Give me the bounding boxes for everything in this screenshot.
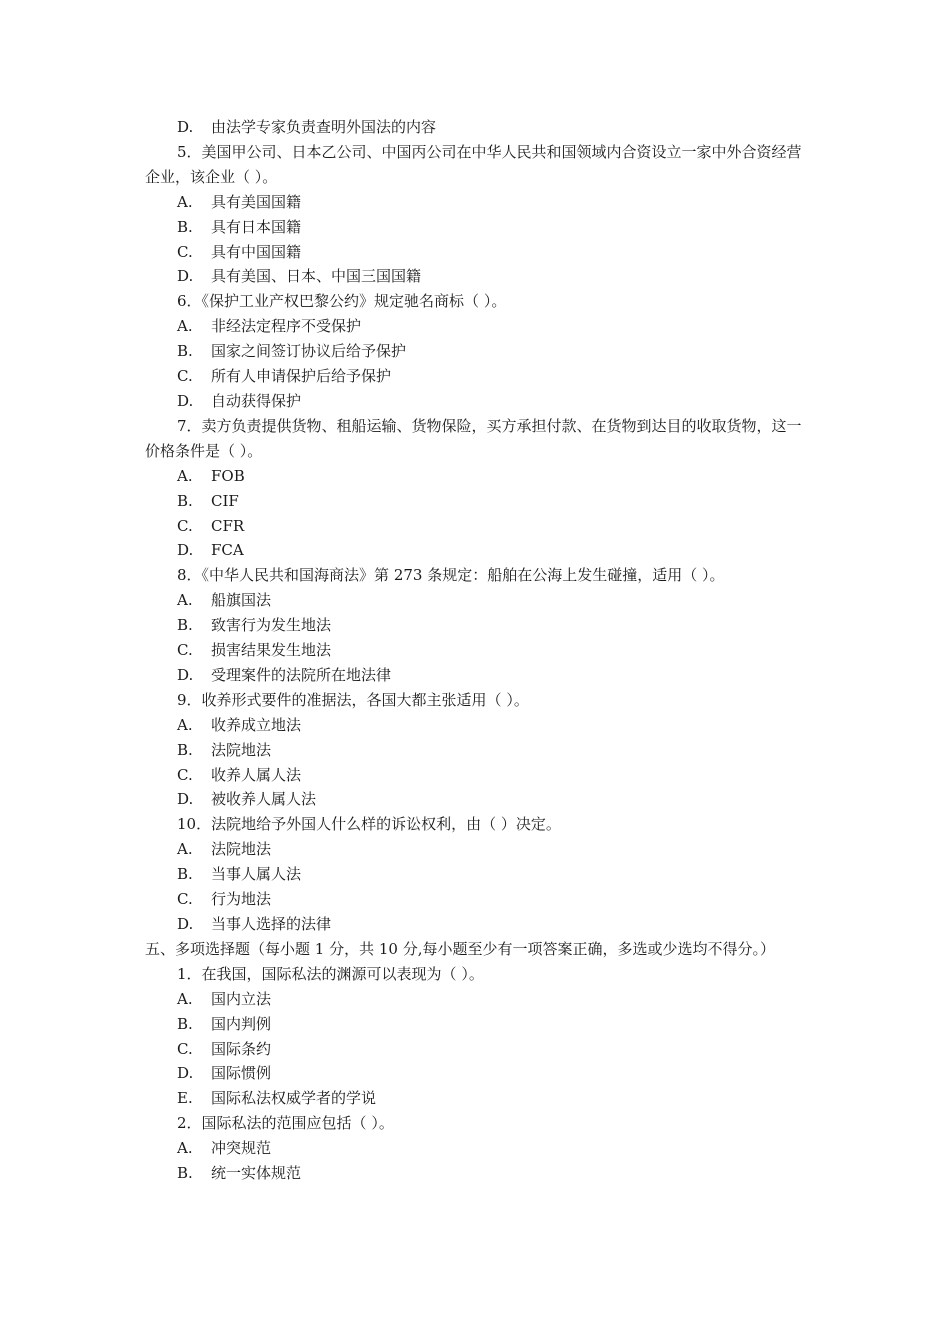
option-text: 具有日本国籍 — [211, 217, 302, 236]
option-letter: C. — [177, 242, 193, 261]
option-line — [145, 787, 810, 812]
option-letter: A. — [177, 591, 193, 610]
option-letter: B. — [177, 740, 193, 759]
option-text: 由法学专家负责查明外国法的内容 — [211, 118, 437, 136]
option-line — [145, 314, 810, 339]
option-letter: A. — [177, 715, 193, 734]
option-text: 所有人申请保护后给予保护 — [211, 367, 392, 386]
option-line — [145, 738, 810, 763]
option-text: 法院地法 — [211, 840, 272, 859]
option-letter: D. — [177, 665, 194, 684]
option-text: 国际条约 — [211, 1039, 272, 1058]
option-text: 统一实体规范 — [211, 1164, 302, 1183]
option-letter: B. — [177, 616, 193, 635]
option-line — [145, 1086, 810, 1111]
option-text: 受理案件的法院所在地法律 — [211, 665, 392, 684]
option-line — [145, 638, 810, 663]
option-line — [145, 1061, 810, 1086]
option-letter: A. — [177, 1139, 193, 1158]
option-letter: B. — [177, 217, 193, 236]
option-text: 具有美国国籍 — [211, 192, 302, 211]
option-line — [145, 339, 810, 364]
option-text: FCA — [211, 541, 244, 560]
option-letter: D. — [177, 915, 194, 933]
option-line — [145, 1037, 810, 1062]
option-text: 收养成立地法 — [211, 715, 302, 734]
option-text: 当事人属人法 — [211, 865, 302, 884]
option-letter: C. — [177, 890, 193, 909]
option-text: 国家之间签订协议后给予保护 — [211, 342, 407, 361]
section-heading: 五、多项选择题（每小题 1 分，共 10 分,每小题至少有一项答案正确，多选或少选均不得分。） — [145, 939, 775, 958]
option-line — [145, 264, 810, 289]
option-line — [145, 389, 810, 414]
option-text: 非经法定程序不受保护 — [211, 317, 362, 336]
option-letter: D. — [177, 391, 194, 410]
option-text: 船旗国法 — [211, 591, 272, 610]
option-text: 行为地法 — [211, 890, 272, 909]
option-letter: B. — [177, 865, 193, 884]
option-line — [145, 887, 810, 912]
option-letter: A. — [177, 466, 193, 485]
option-text: 国内立法 — [211, 989, 272, 1008]
option-letter: C. — [177, 1039, 193, 1058]
option-line — [145, 464, 810, 489]
option-line — [145, 1012, 810, 1037]
option-letter: A. — [177, 989, 193, 1008]
document-body — [145, 115, 810, 1186]
option-text: 国际私法权威学者的学说 — [211, 1089, 377, 1108]
option-letter: D. — [177, 118, 194, 136]
option-line — [145, 1136, 810, 1161]
option-letter: B. — [177, 491, 193, 510]
question-line: 8．《中华人民共和国海商法》第 273 条规定：船舶在公海上发生碰撞，适用（ ）。 — [177, 566, 725, 585]
option-text: 自动获得保护 — [211, 391, 302, 410]
option-text: 致害行为发生地法 — [211, 616, 332, 635]
option-text: 法院地法 — [211, 740, 272, 759]
option-text: 收养人属人法 — [211, 765, 302, 784]
option-line — [145, 514, 810, 539]
question-line: 10．法院地给予外国人什么样的诉讼权利，由（ ）决定。 — [177, 815, 561, 834]
option-line — [145, 613, 810, 638]
option-text: 被收养人属人法 — [211, 790, 317, 809]
option-text: 具有美国、日本、中国三国国籍 — [211, 267, 422, 286]
option-line — [145, 489, 810, 514]
question-line: 2．国际私法的范围应包括（ ）。 — [177, 1114, 394, 1133]
option-text: 国内判例 — [211, 1014, 272, 1033]
option-line — [145, 912, 810, 937]
question-line: 9．收养形式要件的准据法，各国大都主张适用（ ）。 — [177, 690, 529, 709]
option-line — [145, 862, 810, 887]
option-text: CFR — [211, 516, 245, 535]
option-text: 国际惯例 — [211, 1064, 272, 1083]
option-text: CIF — [211, 491, 239, 510]
option-letter: C. — [177, 367, 193, 386]
question-line: 5．美国甲公司、日本乙公司、中国丙公司在中华人民共和国领域内合资设立一家中外合资经营企业，该企业（ ）。 — [145, 142, 802, 186]
option-line — [145, 240, 810, 265]
option-letter: C. — [177, 765, 193, 784]
option-line — [145, 190, 810, 215]
option-line — [145, 663, 810, 688]
option-letter: D. — [177, 1064, 194, 1083]
option-text: 当事人选择的法律 — [211, 915, 332, 933]
option-letter: D. — [177, 541, 194, 560]
option-text: 具有中国国籍 — [211, 242, 302, 261]
option-letter: A. — [177, 192, 193, 211]
option-letter: A. — [177, 317, 193, 336]
option-line — [145, 837, 810, 862]
option-letter: D. — [177, 790, 194, 809]
option-text: 损害结果发生地法 — [211, 641, 332, 660]
option-line — [145, 987, 810, 1012]
option-line — [145, 364, 810, 389]
option-letter: B. — [177, 1164, 193, 1183]
option-line — [145, 588, 810, 613]
option-line — [145, 1161, 810, 1186]
option-line — [145, 713, 810, 738]
option-letter: C. — [177, 516, 193, 535]
option-line — [145, 538, 810, 563]
option-line — [145, 115, 810, 140]
option-text: FOB — [211, 466, 245, 485]
option-letter: B. — [177, 1014, 193, 1033]
option-text: 冲突规范 — [211, 1139, 272, 1158]
option-line — [145, 215, 810, 240]
option-letter: A. — [177, 840, 193, 859]
option-letter: B. — [177, 342, 193, 361]
question-line: 1．在我国，国际私法的渊源可以表现为（ ）。 — [177, 964, 484, 983]
option-letter: E. — [177, 1089, 193, 1108]
option-line — [145, 763, 810, 788]
question-line: 6．《保护工业产权巴黎公约》规定驰名商标（ ）。 — [177, 292, 507, 311]
option-letter: C. — [177, 641, 193, 660]
option-letter: D. — [177, 267, 194, 286]
question-line: 7．卖方负责提供货物、租船运输、货物保险，买方承担付款、在货物到达目的收取货物，这一价格条件是（ ）。 — [145, 416, 802, 460]
